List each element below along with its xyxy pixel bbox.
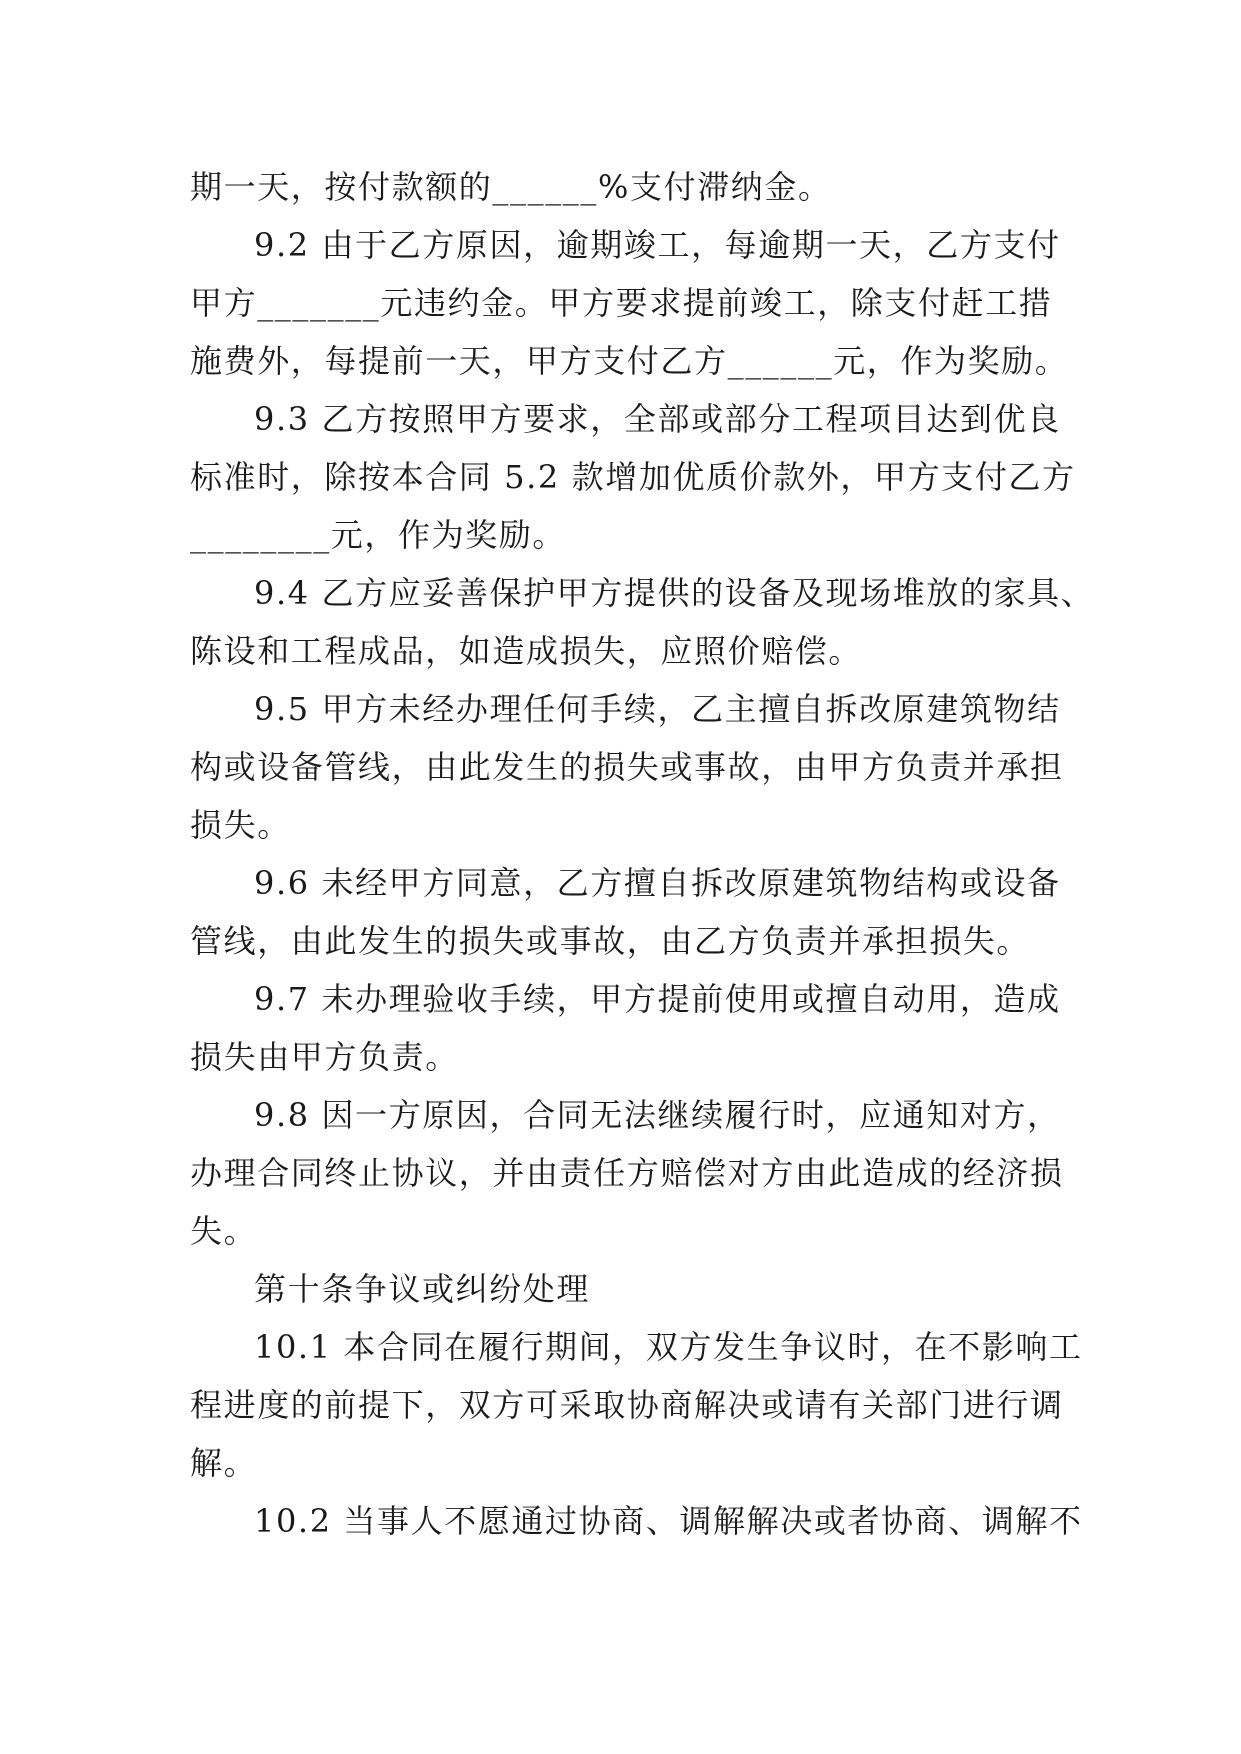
clause-9-8-line: 9.8 因一方原因，合同无法继续履行时，应通知对方， — [254, 1096, 1061, 1134]
clause-10-1-line: 10.1 本合同在履行期间，双方发生争议时，在不影响工 — [254, 1328, 1083, 1366]
text-line: 解。 — [190, 1444, 258, 1482]
clause-9-2-line: 9.2 由于乙方原因，逾期竣工，每逾期一天，乙方支付 — [254, 226, 1061, 264]
text-line: 损失由甲方负责。 — [190, 1038, 459, 1076]
clause-9-6-line: 9.6 未经甲方同意，乙方擅自拆改原建筑物结构或设备 — [254, 864, 1061, 902]
text-line: 损失。 — [190, 806, 291, 844]
text-line: 期一天，按付款额的______%支付滞纳金。 — [190, 168, 832, 206]
clause-9-5-line: 9.5 甲方未经办理任何手续，乙主擅自拆改原建筑物结 — [254, 690, 1061, 728]
text-line: 构或设备管线，由此发生的损失或事故，由甲方负责并承担 — [190, 748, 1064, 786]
text-line: 程进度的前提下，双方可采取协商解决或请有关部门进行调 — [190, 1386, 1064, 1424]
text-line: 标准时，除按本合同 5.2 款增加优质价款外，甲方支付乙方 — [190, 458, 1076, 496]
text-line: 甲方_______元违约金。甲方要求提前竣工，除支付赶工措 — [190, 284, 1053, 322]
article-10-heading: 第十条争议或纠纷处理 — [254, 1270, 591, 1308]
text-line: 失。 — [190, 1212, 258, 1250]
text-line: 陈设和工程成品，如造成损失，应照价赔偿。 — [190, 632, 863, 670]
text-line: 办理合同终止协议，并由责任方赔偿对方由此造成的经济损 — [190, 1154, 1064, 1192]
clause-9-4-line: 9.4 乙方应妥善保护甲方提供的设备及现场堆放的家具、 — [254, 574, 1095, 612]
clause-9-7-line: 9.7 未办理验收手续，甲方提前使用或擅自动用，造成 — [254, 980, 1061, 1018]
text-line: 管线，由此发生的损失或事故，由乙方负责并承担损失。 — [190, 922, 1031, 960]
document-body — [190, 158, 1095, 1550]
text-line: 施费外，每提前一天，甲方支付乙方______元，作为奖励。 — [190, 342, 1069, 380]
clause-10-2-line: 10.2 当事人不愿通过协商、调解解决或者协商、调解不 — [254, 1502, 1083, 1540]
text-line: ________元，作为奖励。 — [190, 516, 567, 554]
clause-9-3-line: 9.3 乙方按照甲方要求，全部或部分工程项目达到优良 — [254, 400, 1061, 438]
